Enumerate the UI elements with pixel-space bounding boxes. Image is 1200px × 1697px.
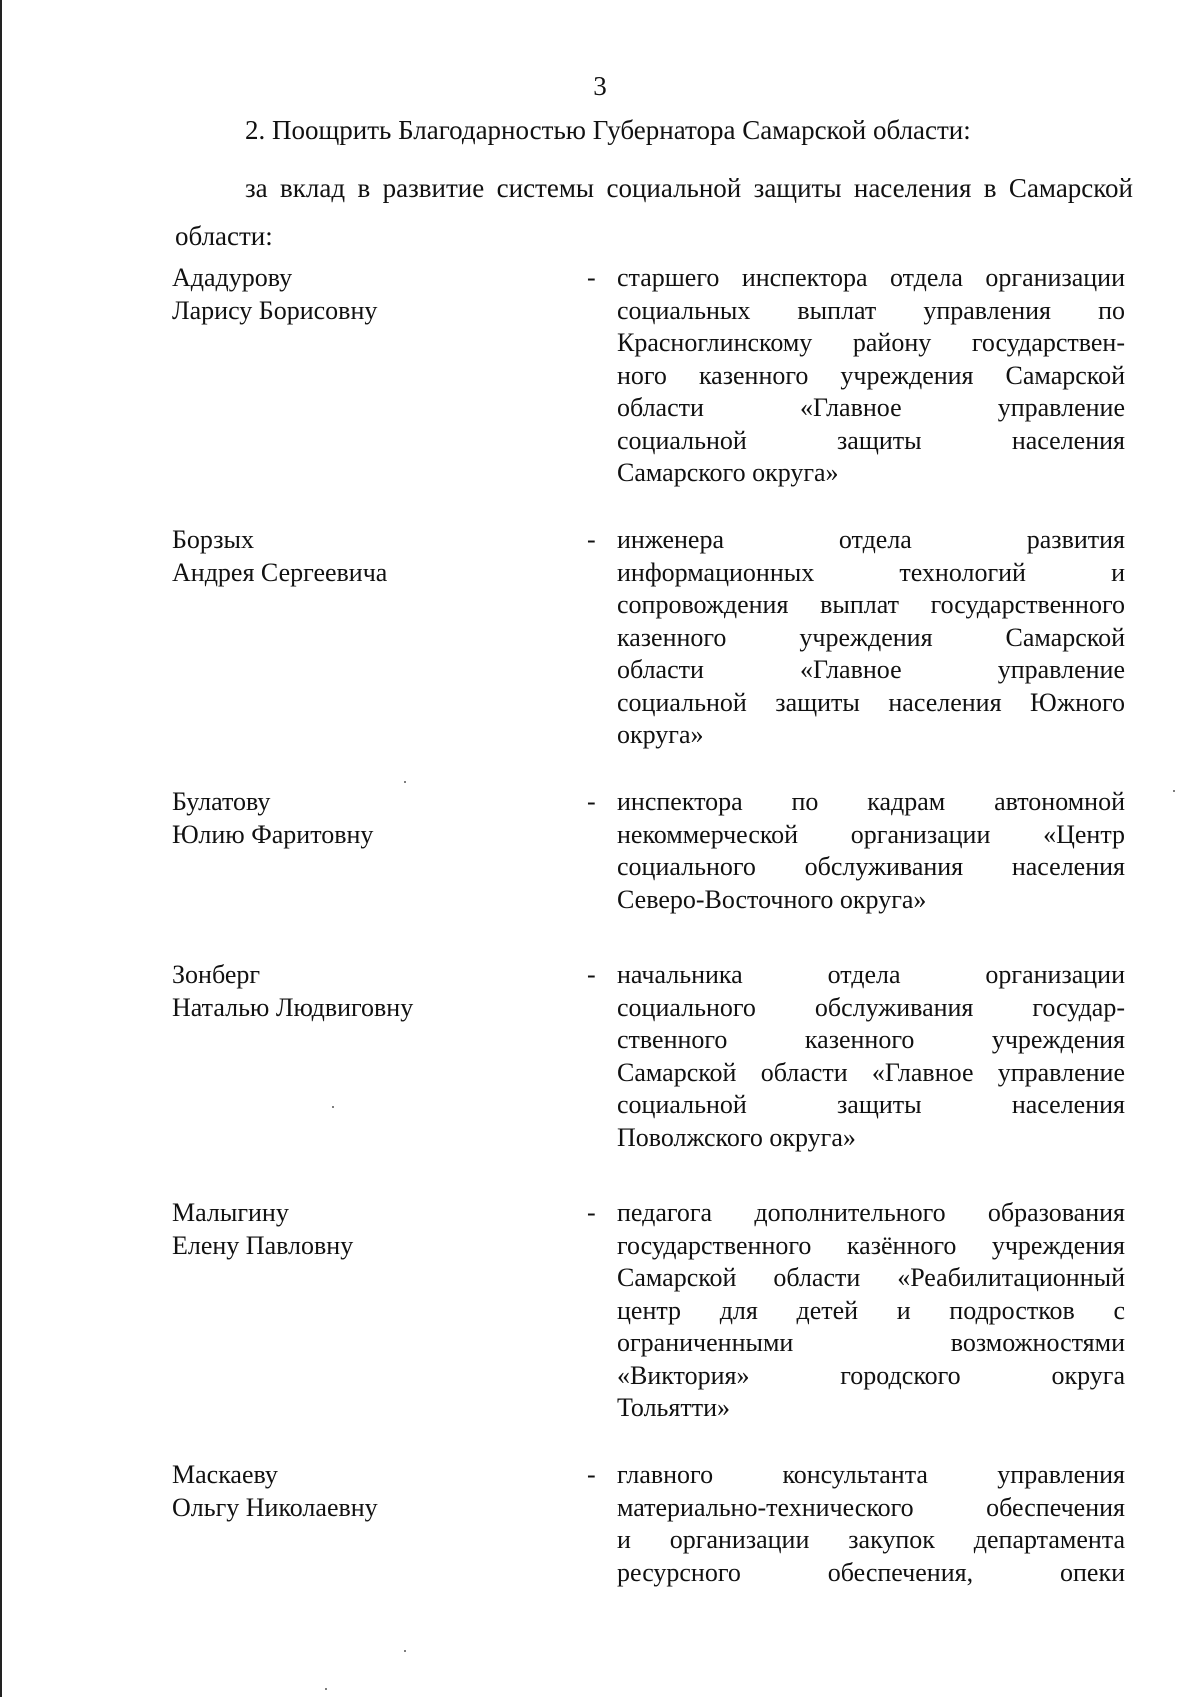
page-number: 3 (593, 71, 607, 101)
position-line: Тольятти» (617, 1393, 731, 1422)
recipient-position (617, 786, 1125, 916)
recipient-surname: Ададурову (172, 263, 293, 292)
position-line: центр для детей и подростков с (617, 1295, 1125, 1325)
recipient-given-names: Ларису Борисовну (172, 295, 378, 325)
recipient-given-names: Андрея Сергеевича (172, 557, 388, 587)
position-line: сопровождения выплат государственного (617, 590, 1125, 619)
recipient-name (172, 786, 532, 851)
position-line: казенного учреждения Самарской (617, 622, 1125, 652)
position-line: Северо-Восточного округа» (617, 884, 927, 914)
position-line: ственного казенного учреждения (617, 1025, 1125, 1054)
intro-paragraph: за вклад в развитие системы социальной защиты населения в Самарской области: (175, 173, 1133, 251)
position-line: социальной защиты населения (617, 1090, 1125, 1119)
position-line: Красноглинскому району государствен- (617, 328, 1125, 357)
recipient-position (617, 262, 1125, 490)
position-line: педагога дополнительного образования (617, 1198, 1125, 1227)
entry-dash: - (587, 263, 596, 292)
position-line: Самарского округа» (617, 458, 839, 487)
position-line: ресурсного обеспечения, опеки (617, 1557, 1125, 1587)
recipient-given-names: Наталью Людвиговну (172, 992, 414, 1022)
recipient-name (172, 262, 532, 327)
position-line: главного консультанта управления (617, 1460, 1125, 1489)
recipient-name (172, 959, 532, 1024)
position-line: ограниченными возможностями (617, 1328, 1125, 1357)
recipient-given-names: Елену Павловну (172, 1230, 354, 1260)
position-line: и организации закупок департамента (617, 1525, 1125, 1554)
recipient-surname: Борзых (172, 525, 254, 554)
position-line: «Виктория» городского округа (617, 1360, 1125, 1390)
recipient-name (172, 1459, 532, 1524)
position-line: области «Главное управление (617, 655, 1125, 684)
position-line: инспектора по кадрам автономной (617, 787, 1125, 816)
position-line: старшего инспектора отдела организации (617, 263, 1125, 292)
recipient-position (617, 524, 1125, 752)
recipient-surname: Маскаеву (172, 1460, 278, 1489)
entry-dash: - (587, 787, 596, 816)
position-line: социальной защиты населения (617, 425, 1125, 455)
recipient-position (617, 1197, 1125, 1425)
position-line: материально-технического обеспечения (617, 1492, 1125, 1522)
entry-dash: - (587, 525, 596, 554)
position-line: области «Главное управление (617, 393, 1125, 422)
position-line: информационных технологий и (617, 557, 1125, 587)
position-line: Самарской области «Реабилитационный (617, 1263, 1125, 1292)
position-line: социальной защиты населения Южного (617, 687, 1125, 717)
position-line: государственного казённого учреждения (617, 1230, 1125, 1260)
scan-speck (404, 1650, 406, 1652)
entry-dash: - (587, 960, 596, 989)
scan-speck (332, 1106, 334, 1108)
recipient-position (617, 1459, 1125, 1589)
scan-left-edge (0, 0, 2, 1697)
recipient-name (172, 1197, 532, 1262)
position-line: некоммерческой организации «Центр (617, 819, 1125, 849)
recipient-given-names: Ольгу Николаевну (172, 1492, 378, 1522)
entry-dash: - (587, 1460, 596, 1489)
position-line: начальника отдела организации (617, 960, 1125, 989)
entry-dash: - (587, 1198, 596, 1227)
position-line: Поволжского округа» (617, 1122, 856, 1152)
position-line: социального обслуживания государ- (617, 992, 1125, 1022)
recipient-surname: Малыгину (172, 1198, 289, 1227)
position-line: ного казенного учреждения Самарской (617, 360, 1125, 390)
recipient-surname: Зонберг (172, 960, 261, 989)
position-line: социальных выплат управления по (617, 295, 1125, 325)
position-line: инженера отдела развития (617, 525, 1125, 554)
recipient-given-names: Юлию Фаритовну (172, 819, 374, 849)
scan-speck (325, 1688, 327, 1690)
scan-speck (404, 781, 406, 783)
position-line: Самарской области «Главное управление (617, 1057, 1125, 1087)
recipient-name (172, 524, 532, 589)
recipient-position (617, 959, 1125, 1154)
scan-speck (1173, 790, 1175, 792)
position-line: социального обслуживания населения (617, 852, 1125, 881)
recipient-surname: Булатову (172, 787, 271, 816)
section-heading: 2. Поощрить Благодарностью Губернатора Самарской области: (245, 115, 971, 145)
position-line: округа» (617, 720, 704, 749)
